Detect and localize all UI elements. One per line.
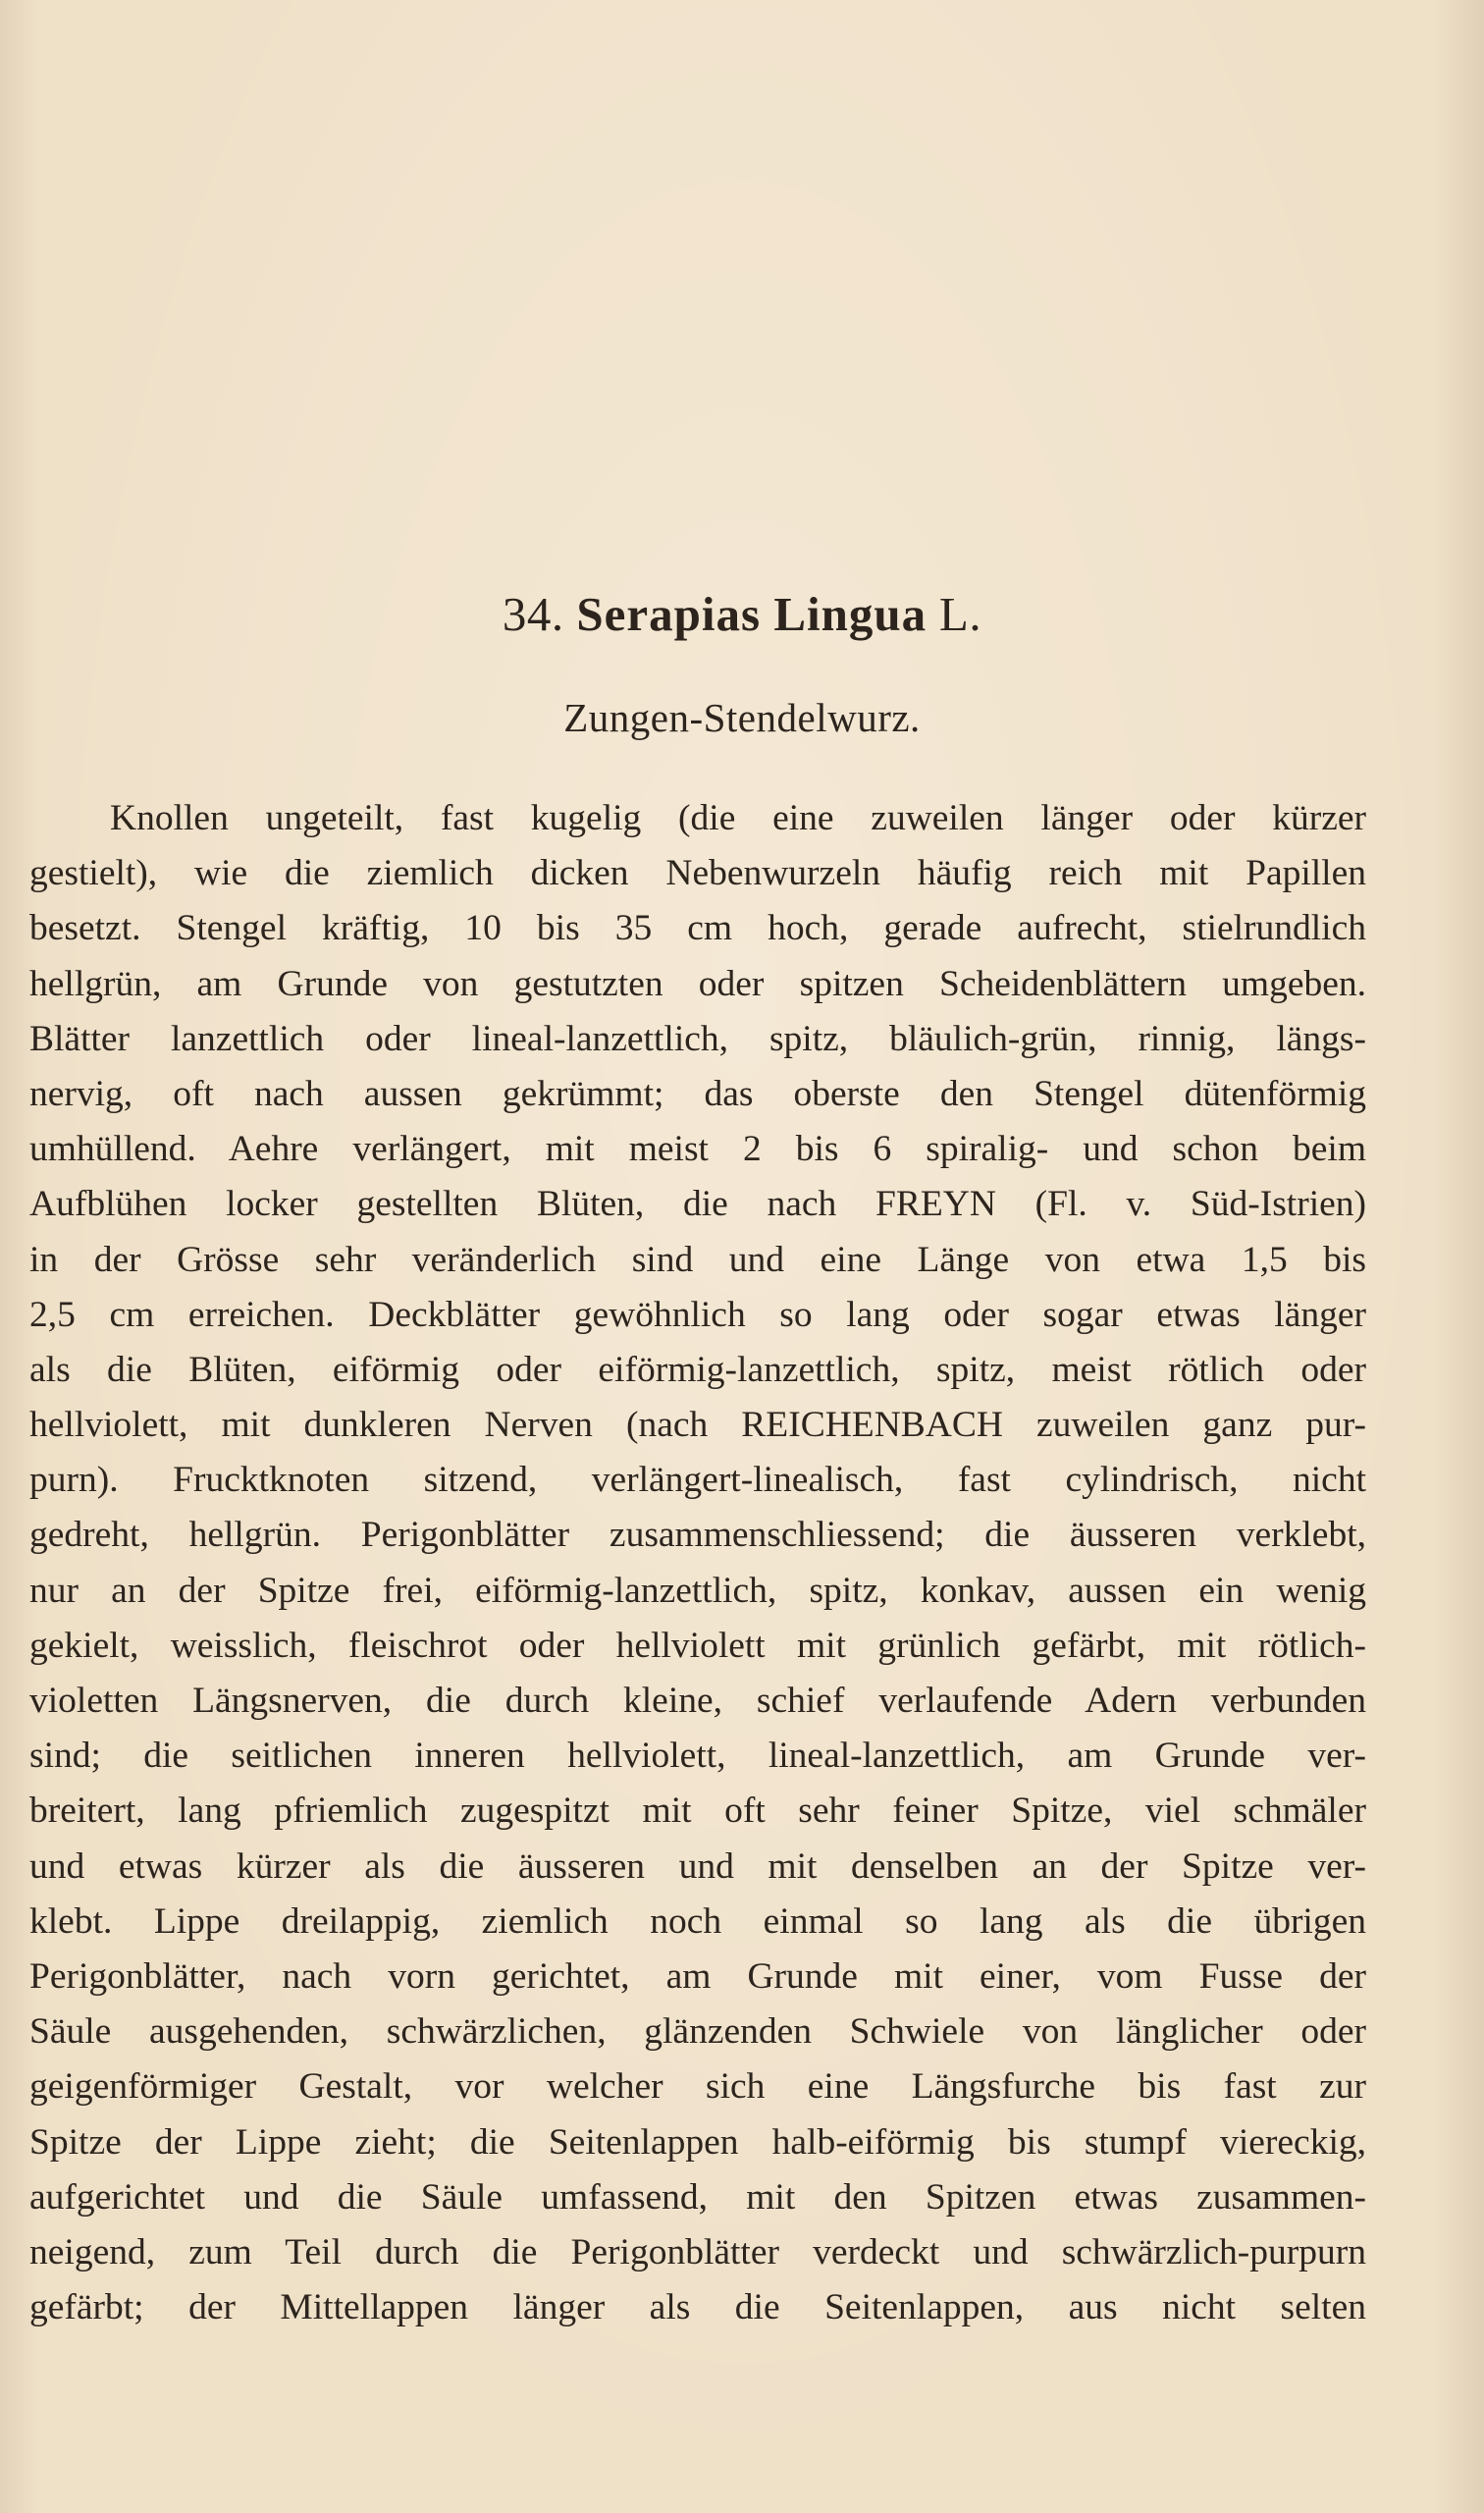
text-line: Säule ausgehenden, schwärzlichen, glänzenden Schwiele von länglicher oder <box>29 2011 1366 2053</box>
text-line: gefärbt; der Mittellappen länger als die Seitenlappen, aus nicht selten <box>29 2287 1366 2328</box>
text-line: nervig, oft nach aussen gekrümmt; das oberste den Stengel dütenförmig <box>29 1073 1366 1114</box>
common-name: Zungen-Stendelwurz. <box>563 695 921 740</box>
species-number: 34. <box>502 587 564 641</box>
text-line: hellviolett, mit dunkleren Nerven (nach REICHENBACH zuweilen ganz pur- <box>29 1405 1366 1446</box>
text-line: als die Blüten, eiförmig oder eiförmig-lanzettlich, spitz, meist rötlich oder <box>29 1349 1366 1390</box>
text-line: klebt. Lippe dreilappig, ziemlich noch einmal so lang als die übrigen <box>29 1900 1366 1942</box>
text-line: purn). Frucktknoten sitzend, verlängert-linealisch, fast cylindrisch, nicht <box>29 1460 1366 1501</box>
text-line: nur an der Spitze frei, eiförmig-lanzettlich, spitz, konkav, aussen ein wenig <box>29 1570 1366 1611</box>
text-line: Spitze der Lippe zieht; die Seitenlappen halb-eiförmig bis stumpf viereckig, <box>29 2121 1366 2163</box>
text-line: violetten Längsnerven, die durch kleine, schief verlaufende Adern verbunden <box>29 1681 1366 1721</box>
text-line: hellgrün, am Grunde von gestutzten oder spitzen Scheidenblättern umgeben. <box>29 963 1366 1004</box>
text-line: besetzt. Stengel kräftig, 10 bis 35 cm hoch, gerade aufrecht, stielrundlich <box>29 908 1366 949</box>
text-line: neigend, zum Teil durch die Perigonblätter verdeckt und schwärzlich-purpurn <box>29 2231 1366 2272</box>
text-line: in der Grösse sehr veränderlich sind und eine Länge von etwa 1,5 bis <box>29 1239 1366 1280</box>
text-line: Aufblühen locker gestellten Blüten, die nach FREYN (Fl. v. Süd-Istrien) <box>29 1184 1366 1225</box>
text-line: aufgerichtet und die Säule umfassend, mit den Spitzen etwas zusammen- <box>29 2176 1366 2218</box>
text-line: gedreht, hellgrün. Perigonblätter zusammenschliessend; die äusseren verklebt, <box>29 1515 1366 1556</box>
description-paragraph <box>29 791 1366 2335</box>
text-line: umhüllend. Aehre verlängert, mit meist 2 bis 6 spiralig- und schon beim <box>29 1129 1366 1170</box>
species-heading <box>0 585 1484 644</box>
species-author: L. <box>938 587 982 641</box>
text-line: sind; die seitlichen inneren hellviolett, lineal-lanzettlich, am Grunde ver- <box>29 1736 1366 1777</box>
text-line: Blätter lanzettlich oder lineal-lanzettlich, spitz, bläulich-grün, rinnig, längs- <box>29 1018 1366 1059</box>
text-line: gekielt, weisslich, fleischrot oder hellviolett mit grünlich gefärbt, mit rötlich- <box>29 1625 1366 1666</box>
text-line: Perigonblätter, nach vorn gerichtet, am Grunde mit einer, vom Fusse der <box>29 1955 1366 1997</box>
text-line: 2,5 cm erreichen. Deckblätter gewöhnlich so lang oder sogar etwas länger <box>29 1294 1366 1335</box>
text-line: geigenförmiger Gestalt, vor welcher sich eine Längsfurche bis fast zur <box>29 2066 1366 2108</box>
species-name: Serapias Lingua <box>576 587 928 641</box>
text-line: Knollen ungeteilt, fast kugelig (die eine zuweilen länger oder kürzer <box>110 798 1366 838</box>
text-line: gestielt), wie die ziemlich dicken Nebenwurzeln häufig reich mit Papillen <box>29 853 1366 894</box>
text-line: und etwas kürzer als die äusseren und mit denselben an der Spitze ver- <box>29 1845 1366 1887</box>
text-line: breitert, lang pfriemlich zugespitzt mit oft sehr feiner Spitze, viel schmäler <box>29 1791 1366 1832</box>
